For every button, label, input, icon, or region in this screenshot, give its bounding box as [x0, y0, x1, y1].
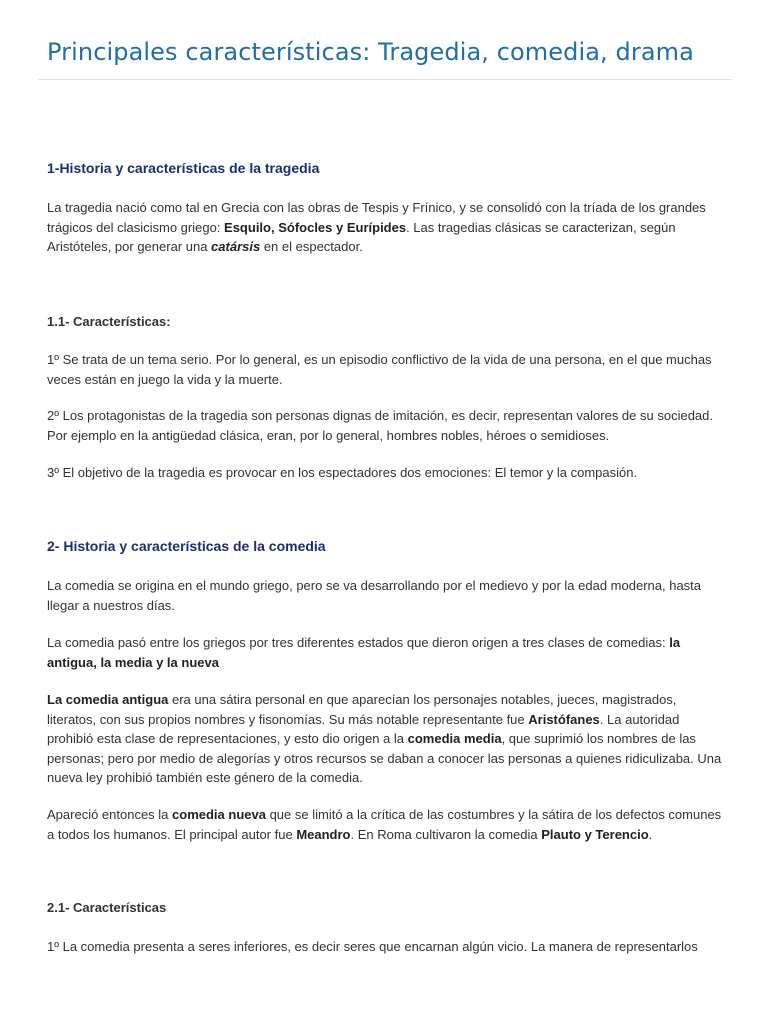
subheading-tragedia-caracteristicas: 1.1- Características: — [47, 314, 171, 329]
paragraph-comedia-antigua — [47, 690, 727, 788]
text: en el espectador. — [260, 239, 363, 254]
text: . Las tragedias clásicas se caracterizan, según Aristóteles, por generar una — [47, 219, 676, 254]
bold-text: la antigua, la media y la nueva — [47, 635, 681, 670]
text: La tragedia nació como tal en Grecia con las obras de Tespis y Frínico, y se consolidó con la tríada de los grandes trágicos del clasicismo griego: — [47, 200, 706, 235]
list-item-tragedia-2: 2º Los protagonistas de la tragedia son personas dignas de imitación, es decir, representan valores de su sociedad. Por ejemplo en la antigüedad clásica, eran, por lo general, hombres nobles, héroes o semidioses. — [47, 408, 713, 443]
section-heading-tragedia: 1-Historia y características de la tragedia — [47, 160, 320, 176]
text: que se limitó a la crítica de las costumbres y la sátira de los defectos comunes a todos los humanos. El principal autor fue — [47, 807, 722, 842]
paragraph-tragedia-intro — [47, 198, 727, 257]
paragraph-comedia-origen: La comedia se origina en el mundo griego, pero se va desarrollando por el medievo y por la edad moderna, hasta llegar a nuestros días. — [47, 578, 702, 613]
text: . — [648, 826, 653, 842]
bold-text: Esquilo, Sófocles y Eurípides — [224, 219, 407, 235]
list-item-tragedia-1: 1º Se trata de un tema serio. Por lo general, es un episodio conflictivo de la vida de una persona, en el que muchas veces están en juego la vida y la muerte. — [47, 352, 712, 387]
bold-text: Aristófanes — [528, 711, 600, 727]
bold-text: comedia nueva — [172, 807, 266, 822]
bold-text: La comedia antigua — [47, 692, 169, 707]
text: era una sátira personal en que aparecían los personajes notables, jueces, magistrados, literatos, con sus propios nombres y fisonomías. Su más notable representante fue — [47, 692, 677, 727]
list-item-tragedia-3: 3º El objetivo de la tragedia es provocar en los espectadores dos emociones: El temor y la compasión. — [47, 465, 638, 480]
section-heading-comedia: 2- Historia y características de la comedia — [47, 538, 326, 554]
bold-text: Meandro — [296, 826, 351, 842]
text: . La autoridad prohibió esta clase de representaciones, y esto dio origen a la — [47, 711, 680, 746]
bold-text: comedia media — [407, 731, 502, 746]
paragraph-comedia-estados — [47, 633, 727, 672]
text: La comedia pasó entre los griegos por tres diferentes estados que dieron origen a tres clases de comedias: — [47, 635, 670, 650]
bold-text: Plauto y Terencio — [541, 826, 649, 842]
text: . En Roma cultivaron la comedia — [350, 826, 542, 842]
page-title: Principales características: Tragedia, comedia, drama — [47, 38, 694, 66]
text: , que suprimió los nombres de las personas; pero por medio de alegorías y otros recursos se daban a conocer las personas a quienes ridiculizaba. Una nueva ley prohibió también este género de la comedia. — [47, 731, 722, 785]
bold-italic-text: catársis — [211, 239, 261, 254]
paragraph-comedia-nueva — [47, 805, 727, 844]
title-divider — [38, 79, 732, 80]
list-item-comedia-1: 1º La comedia presenta a seres inferiores, es decir seres que encarnan algún vicio. La manera de representarlos — [47, 939, 698, 954]
subheading-comedia-caracteristicas: 2.1- Características — [47, 900, 167, 915]
text: Apareció entonces la — [47, 807, 173, 822]
